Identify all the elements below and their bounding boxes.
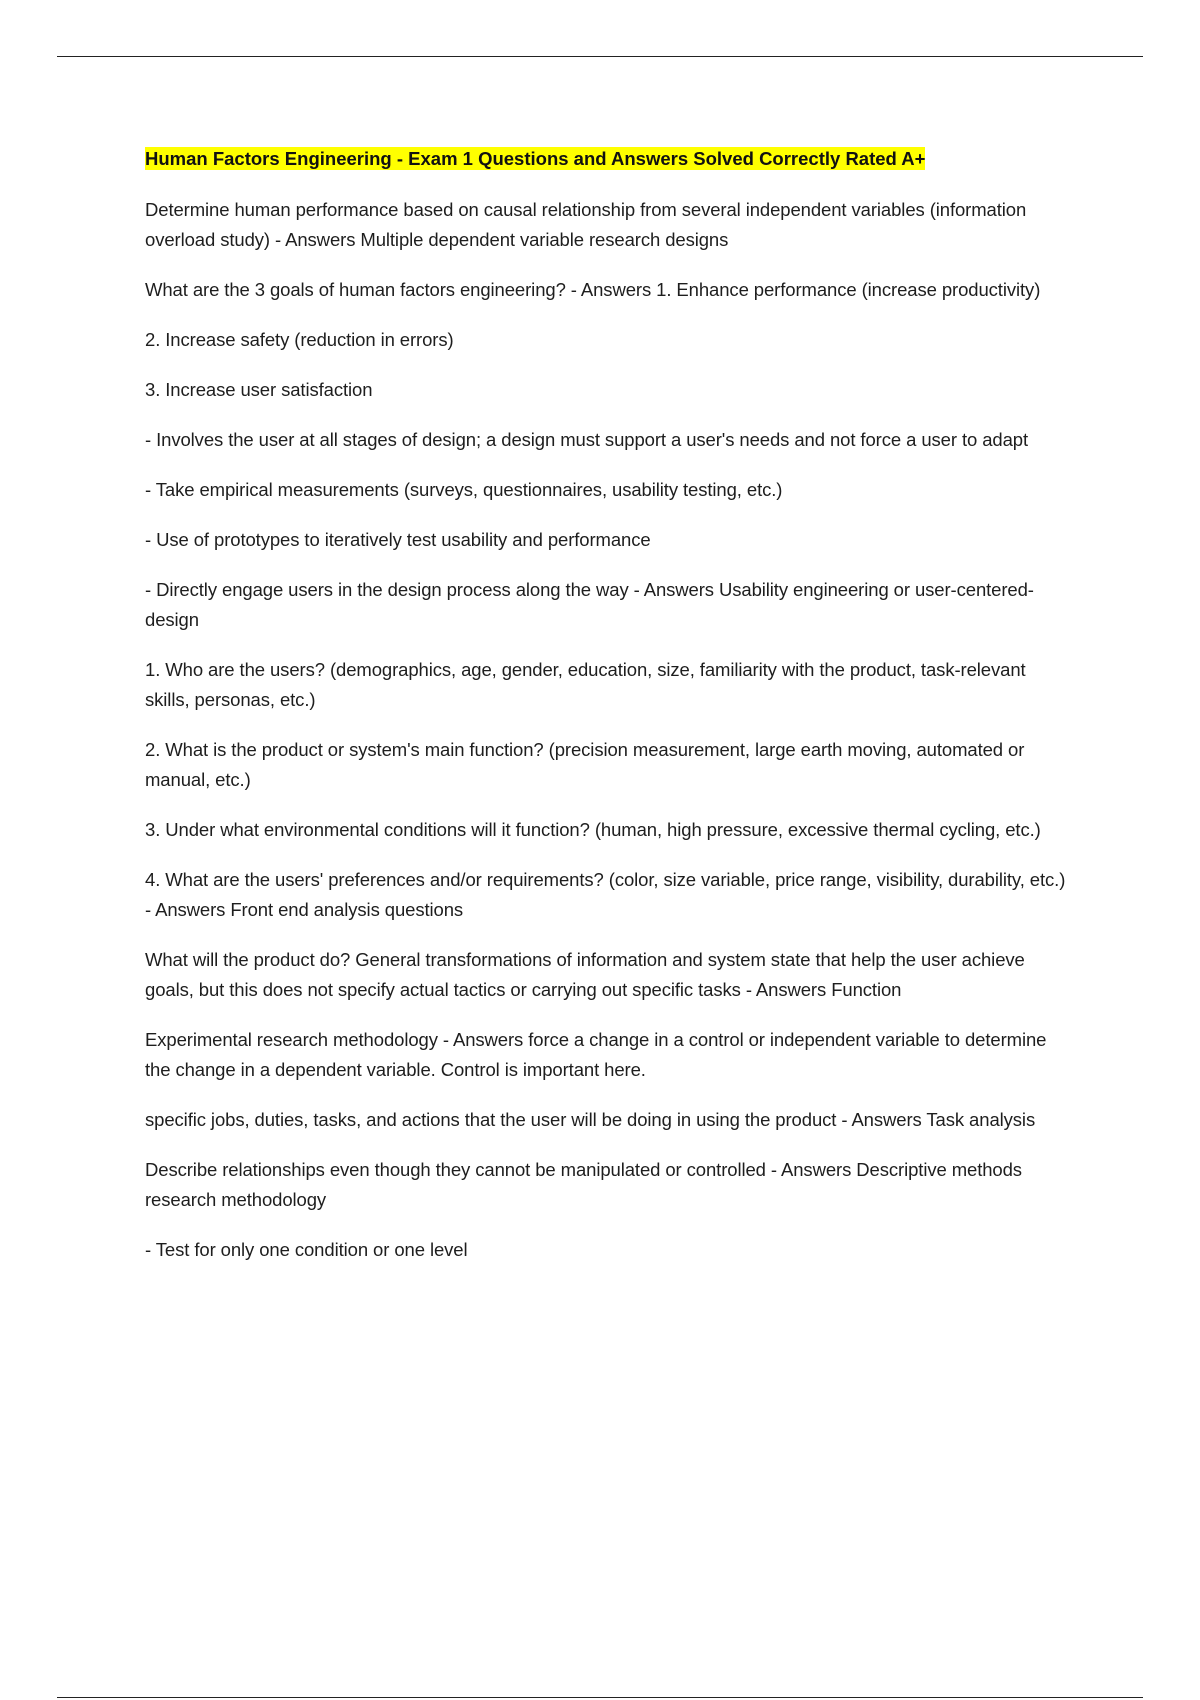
title-block	[145, 145, 1075, 175]
paragraph: Determine human performance based on causal relationship from several independent variables (information overload study) - Answers Multiple dependent variable research designs	[145, 199, 1027, 250]
paragraph: 3. Increase user satisfaction	[145, 379, 373, 400]
paragraph: Experimental research methodology - Answers force a change in a control or independent variable to determine the change in a dependent variable. Control is important here.	[145, 1029, 1047, 1080]
paragraph: - Test for only one condition or one level	[145, 1239, 468, 1260]
paragraph: 2. Increase safety (reduction in errors)	[145, 329, 454, 350]
paragraph: specific jobs, duties, tasks, and actions that the user will be doing in using the product - Answers Task analysis	[145, 1109, 1036, 1130]
paragraph: 3. Under what environmental conditions will it function? (human, high pressure, excessive thermal cycling, etc.)	[145, 819, 1041, 840]
paragraph: - Directly engage users in the design process along the way - Answers Usability engineering or user-centered-design	[145, 579, 1034, 630]
document-title: Human Factors Engineering - Exam 1 Questions and Answers Solved Correctly Rated A+	[145, 148, 926, 169]
paragraph: 2. What is the product or system's main function? (precision measurement, large earth moving, automated or manual, etc.)	[145, 739, 1025, 790]
paragraph: - Use of prototypes to iteratively test usability and performance	[145, 529, 651, 550]
paragraph: - Involves the user at all stages of design; a design must support a user's needs and not force a user to adapt	[145, 429, 1029, 450]
header-rule	[57, 56, 1143, 57]
paragraph: What are the 3 goals of human factors engineering? - Answers 1. Enhance performance (increase productivity)	[145, 279, 1041, 300]
footer-rule	[57, 1697, 1143, 1698]
paragraph: 1. Who are the users? (demographics, age, gender, education, size, familiarity with the product, task-relevant skills, personas, etc.)	[145, 659, 1026, 710]
document-body	[145, 145, 1075, 1285]
paragraph: 4. What are the users' preferences and/or requirements? (color, size variable, price range, visibility, durability, etc.) - Answers Front end analysis questions	[145, 869, 1066, 920]
paragraph: Describe relationships even though they cannot be manipulated or controlled - Answers Descriptive methods research methodology	[145, 1159, 1022, 1210]
paragraph: - Take empirical measurements (surveys, questionnaires, usability testing, etc.)	[145, 479, 783, 500]
paragraph: What will the product do? General transformations of information and system state that help the user achieve goals, but this does not specify actual tactics or carrying out specific tasks - Answers Function	[145, 949, 1025, 1000]
